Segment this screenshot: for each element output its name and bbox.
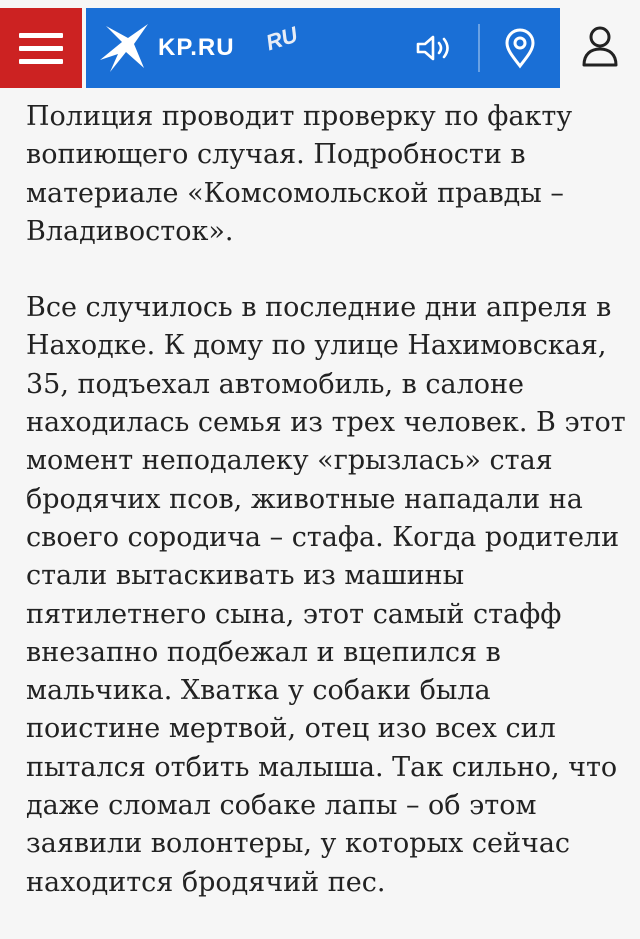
article-paragraph: Все случилось в последние дни апреля в Находке. К дому по улице Нахимовская, 35, подъехал автомобиль, в салоне находилась семья из трех человек. В этот момент неподалеку «грызлась» стая бродячих псов, животные нападали на своего сородича – стафа. Когда родители стали вытаскивать из машины пятилетнего сына, этот самый стафф внезапно подбежал и вцепился в мальчика. Хватка у собаки была поистине мертвой, отец изо всех сил пытался отбить малыша. Так сильно, что даже сломал собаке лапы – об этом заявили волонтеры, у которых сейчас находится бродячий пес. <box>26 292 626 898</box>
location-button[interactable] <box>500 26 540 70</box>
speaker-icon <box>414 32 454 64</box>
brand-bar <box>86 8 560 88</box>
hamburger-menu-icon <box>19 33 63 38</box>
menu-button[interactable] <box>0 8 82 88</box>
hamburger-menu-icon-bar <box>19 59 63 64</box>
article-paragraph: Полиция проводит проверку по факту вопиющего случая. Подробности в материале «Комсомольской правды – Владивосток». <box>26 101 573 247</box>
article-body <box>26 98 626 902</box>
account-button[interactable] <box>572 20 628 72</box>
logo-text: KP.RU <box>158 34 235 61</box>
header-divider <box>478 24 480 72</box>
map-pin-icon <box>503 27 537 69</box>
top-navigation-bar <box>0 0 640 92</box>
user-icon <box>580 24 620 68</box>
logo-ru-badge: RU <box>262 21 301 56</box>
site-logo[interactable] <box>96 20 316 76</box>
listen-button[interactable] <box>414 30 454 66</box>
swallow-logo-icon <box>96 20 152 76</box>
hamburger-menu-icon-bar <box>19 46 63 51</box>
